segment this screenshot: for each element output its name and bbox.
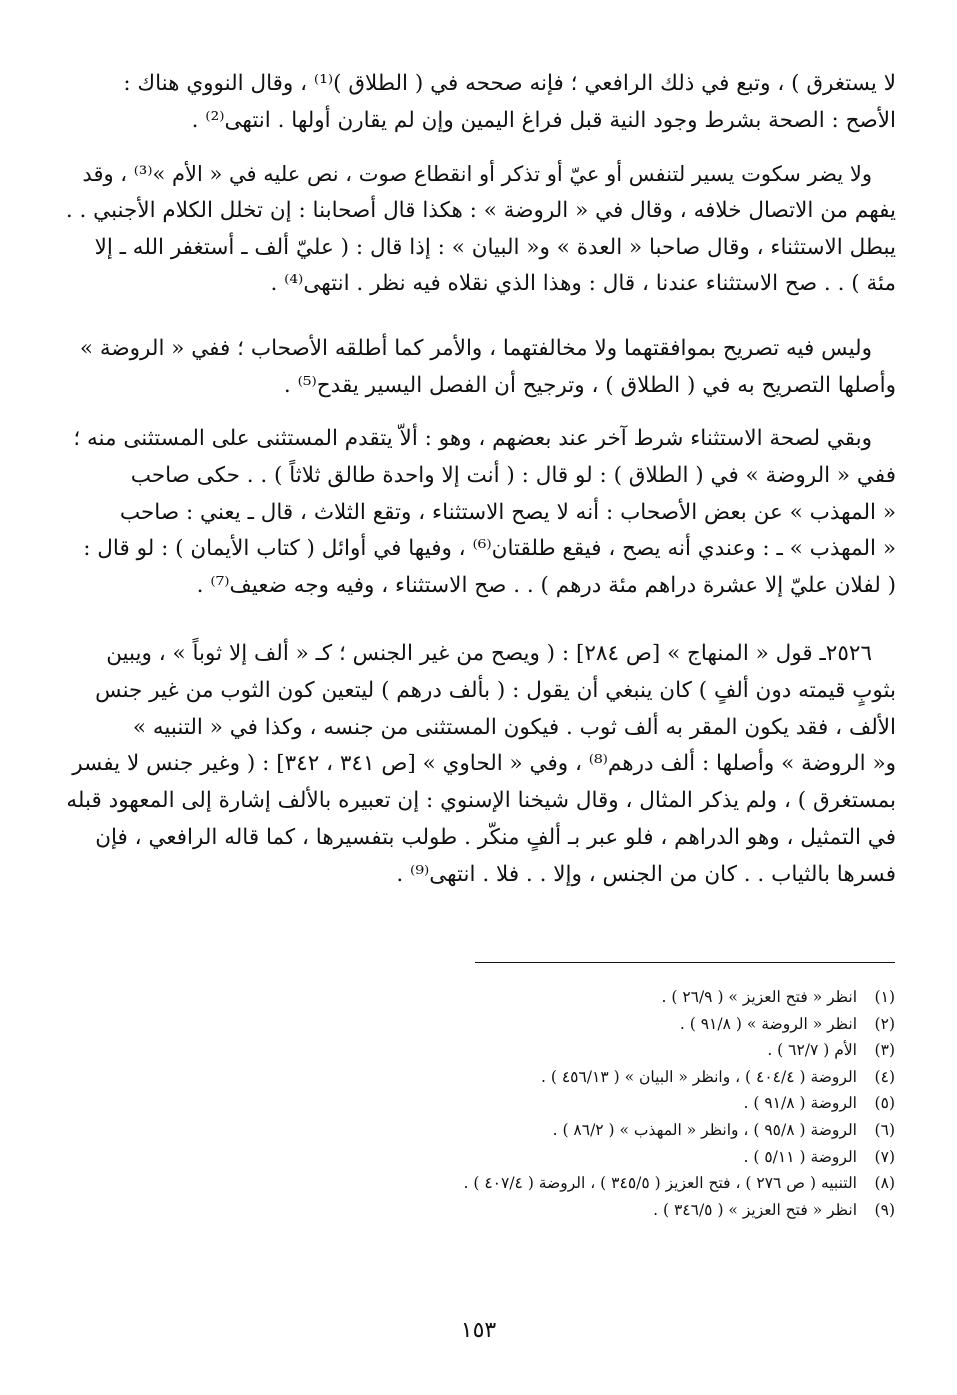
footnote-text: الروضة ( ٩١/٨ ) . xyxy=(743,1094,857,1113)
footnotes xyxy=(65,984,895,1223)
footnote-item xyxy=(65,1144,895,1171)
footnote-number: (٩) xyxy=(874,1200,895,1219)
text-line: ( لفلان عليّ إلا عشرة دراهم مئة درهم ) . . صح الاستثناء ، وفيه وجه ضعيف⁽⁷⁾ . xyxy=(196,573,896,599)
text-line: فسرها بالثياب . . كان من الجنس ، وإلا . . فلا . انتهى⁽⁹⁾ . xyxy=(396,861,896,887)
footnote-number: (٢) xyxy=(874,1014,895,1033)
text-line: « المهذب » عن بعض الأصحاب : أنه لا يصح الاستثناء ، وتقع الثلاث ، قال ـ يعني : صاحب xyxy=(119,499,896,525)
paragraph xyxy=(66,66,896,140)
text-line: وبقي لصحة الاستثناء شرط آخر عند بعضهم ، وهو : ألاّ يتقدم المستثنى على المستثنى منه ؛ xyxy=(73,426,872,451)
paragraph xyxy=(66,331,896,405)
footnote-text: التنبيه ( ص ٢٧٦ ) ، فتح العزيز ( ٣٤٥/٥ ) ، الروضة ( ٤٠٧/٤ ) . xyxy=(463,1174,857,1193)
text-line: بثوبٍ قيمته دون ألفٍ ) كان ينبغي أن يقول : ( بألف درهم ) ليتعين كون الثوب من غير جنس xyxy=(95,677,896,703)
footnote-number: (٣) xyxy=(874,1041,895,1060)
text-line: مئة ) . . صح الاستثناء عندنا ، قال : وهذا الذي نقلاه فيه نظر . انتهى⁽⁴⁾ . xyxy=(270,271,896,297)
footnote-text: الروضة ( ٥/١١ ) . xyxy=(743,1147,857,1166)
text-line: يفهم من الاتصال خلافه ، وقال في « الروضة » : هكذا قال أصحابنا : إن تخلل الكلام الأجنبي . . xyxy=(65,197,896,223)
footnote-item xyxy=(65,1011,895,1038)
footnote-text: الروضة ( ٤٠٤/٤ ) ، وانظر « البيان » ( ٤٥٦/١٣ ) . xyxy=(540,1067,857,1086)
text-line: ٢٥٢٦ـ قول « المنهاج » [ص ٢٨٤] : ( ويصح من غير الجنس ؛ كـ « ألف إلا ثوباً » ، ويبين xyxy=(106,641,872,666)
footnote-item xyxy=(65,1197,895,1224)
footnote-item xyxy=(65,1037,895,1064)
footnote-text: الروضة ( ٩٥/٨ ) ، وانظر « المهذب » ( ٨٦/٢ ) . xyxy=(552,1120,857,1139)
paragraph xyxy=(66,156,896,303)
text-line: و« الروضة » وأصلها : ألف درهم⁽⁸⁾ ، وفي « الحاوي » [ص ٣٤١ ، ٣٤٢] : ( وغير جنس لا يفسر xyxy=(72,751,896,777)
text-line: « المهذب » ـ : وعندي أنه يصح ، فيقع طلقتان⁽⁶⁾ ، وفيها في أوائل ( كتاب الأيمان ) : لو قال : xyxy=(83,536,896,562)
footnote-item xyxy=(65,1170,895,1197)
text-line: وأصلها التصريح به في ( الطلاق ) ، وترجيح أن الفصل اليسير يقدح⁽⁵⁾ . xyxy=(283,372,896,398)
page-number: ١٥٣ xyxy=(460,1318,497,1343)
footnote-text: انظر « فتح العزيز » ( ٢٦/٩ ) . xyxy=(661,988,857,1006)
footnote-item xyxy=(65,984,895,1011)
text-line: ولا يضر سكوت يسير لتنفس أو عيّ أو تذكر أو انقطاع صوت ، نص عليه في « الأم »⁽³⁾ ، وقد xyxy=(82,162,872,186)
text-line: يبطل الاستثناء ، وقال صاحبا « العدة » و« البيان » : إذا قال : ( عليّ ألف ـ أستغفر الله ـ إلا xyxy=(94,234,896,260)
footnote-divider xyxy=(475,962,895,963)
footnote-item xyxy=(65,1090,895,1117)
footnote-number: (٥) xyxy=(874,1094,895,1113)
footnote-number: (٤) xyxy=(874,1067,895,1086)
text-line: الأصح : الصحة بشرط وجود النية قبل فراغ اليمين وإن لم يقارن أولها . انتهى⁽²⁾ . xyxy=(191,107,896,133)
footnote-text: انظر « فتح العزيز » ( ٣٤٦/٥ ) . xyxy=(653,1200,857,1219)
footnote-number: (٧) xyxy=(874,1147,895,1166)
footnote-text: الأم ( ٦٢/٧ ) . xyxy=(767,1041,857,1060)
text-line: الألف ، فقد يكون المقر به ألف ثوب . فيكون المستثنى من جنسه ، وكذا في « التنبيه » xyxy=(132,714,896,740)
footnote-number: (١) xyxy=(874,988,895,1006)
footnote-number: (٦) xyxy=(874,1120,895,1139)
footnote-text: انظر « الروضة » ( ٩١/٨ ) . xyxy=(679,1014,857,1033)
paragraph xyxy=(66,636,896,894)
text-line: وليس فيه تصريح بموافقتهما ولا مخالفتهما ، والأمر كما أطلقه الأصحاب ؛ ففي « الروضة » xyxy=(79,336,872,361)
text-line: في التمثيل ، وهو الدراهم ، فلو عبر بـ ألفٍ منكّر . طولب بتفسيرها ، كما قاله الرافعي ، فإن xyxy=(95,824,896,850)
paragraph xyxy=(66,421,896,605)
footnote-item xyxy=(65,1117,895,1144)
footnote-number: (٨) xyxy=(874,1174,895,1193)
text-line: لا يستغرق ) ، وتبع في ذلك الرافعي ؛ فإنه صححه في ( الطلاق )⁽¹⁾ ، وقال النووي هناك : xyxy=(123,71,896,96)
text-line: ففي « الروضة » في ( الطلاق ) : لو قال : ( أنت إلا واحدة طالق ثلاثاً ) . . حكى صاحب xyxy=(130,462,896,488)
text-line: بمستغرق ) ، ولم يذكر المثال ، وقال شيخنا الإسنوي : إن تعبيره بالألف إشارة إلى المعهود قبله xyxy=(66,788,896,814)
footnote-item xyxy=(65,1064,895,1091)
